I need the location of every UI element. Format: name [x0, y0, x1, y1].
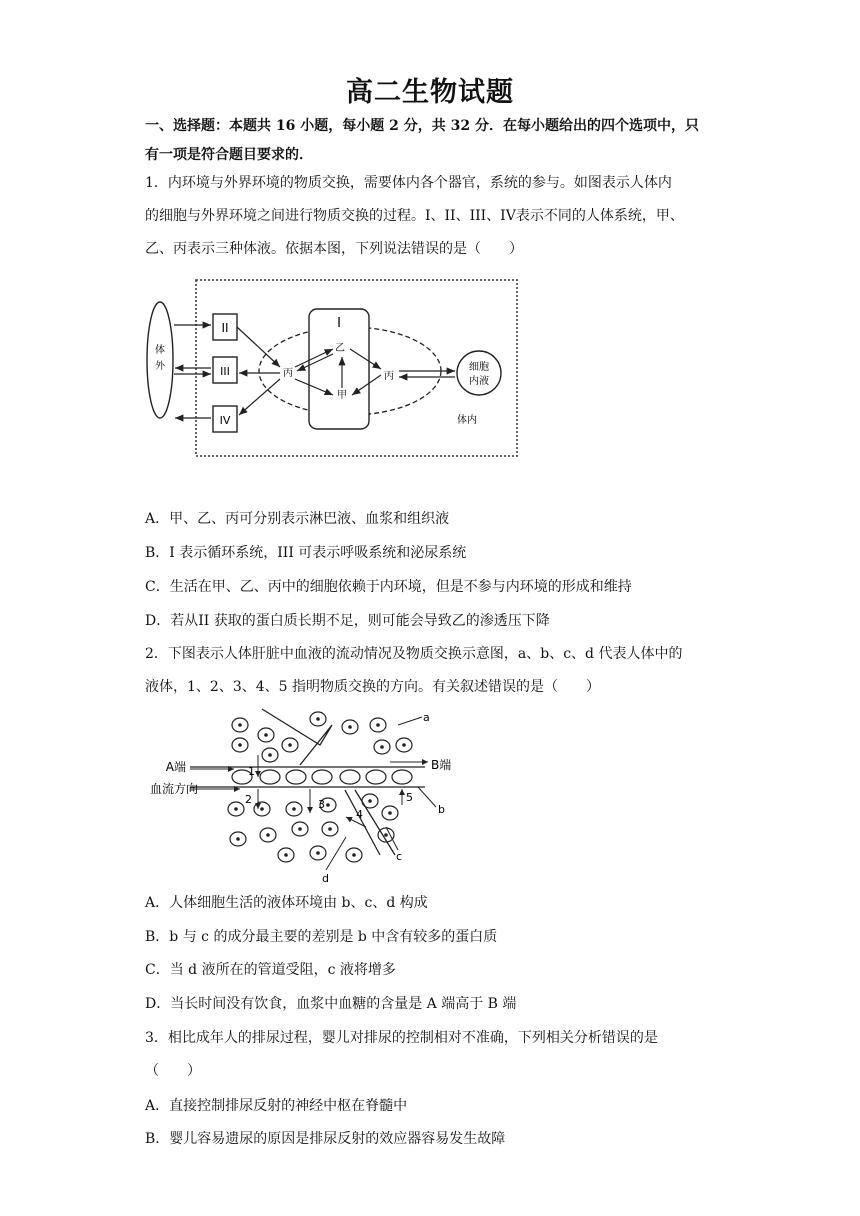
q2-liver-blood-diagram	[150, 705, 460, 890]
a-end-label: A端	[165, 760, 186, 774]
q1-option-d: D．若从II 获取的蛋白质长期不足，则可能会导致乙的渗透压下降	[145, 613, 550, 629]
tissue-cell	[342, 720, 358, 734]
tissue-cell	[374, 740, 390, 754]
tissue-cell	[260, 828, 276, 842]
q3-stem-line1: 3．相比成年人的排尿过程，婴儿对排尿的控制相对不准确，下列相关分析错误的是	[145, 1030, 658, 1046]
tissue-cell	[232, 718, 248, 732]
tissue-cell	[382, 806, 398, 820]
red-blood-cell	[392, 770, 412, 784]
section-heading-line1: 一、选择题：本题共 16 小题，每小题 2 分，共 32 分．在每小题给出的四个选项中，只	[145, 118, 699, 134]
label-d: d	[322, 872, 329, 885]
tissue-cell	[230, 832, 246, 846]
q3-option-a: A．直接控制排尿反射的神经中枢在脊髓中	[145, 1098, 408, 1114]
fluid-label-right: 丙	[384, 371, 394, 382]
tissue-cell	[362, 794, 378, 808]
q2-option-b: B．b 与 c 的成分最主要的差别是 b 中含有较多的蛋白质	[145, 929, 498, 945]
q2-option-a: A．人体细胞生活的液体环境由 b、c、d 构成	[145, 895, 428, 911]
q3-stem-line2: （ ）	[145, 1063, 201, 1079]
q1-option-c: C．生活在甲、乙、丙中的细胞依赖于内环境，但是不参与内环境的形成和维持	[145, 579, 632, 595]
tissue-cell	[310, 846, 326, 860]
outside-label-2: 外	[155, 361, 165, 372]
b-end-label: B端	[431, 758, 452, 772]
q1-stem-line2: 的细胞与外界环境之间进行物质交换的过程。I、II、III、IV表示不同的人体系统，甲、	[145, 208, 684, 224]
tissue-cell	[278, 848, 294, 862]
direction-2: 2	[245, 793, 252, 806]
fluid-label-yi: 乙	[335, 343, 345, 354]
system-label-II: II	[221, 321, 229, 335]
tissue-cell	[292, 822, 308, 836]
direction-5: 5	[406, 791, 413, 804]
q2-option-c: C．当 d 液所在的管道受阻，c 液将增多	[145, 962, 396, 978]
system-label-IV: IV	[219, 414, 231, 427]
q3-option-b: B．婴儿容易遗尿的原因是排尿反射的效应器容易发生故障	[145, 1131, 506, 1147]
q1-stem-line1: 1．内环境与外界环境的物质交换，需要体内各个器官，系统的参与。如图表示人体内	[145, 175, 672, 191]
label-b: b	[438, 803, 445, 816]
red-blood-cell	[366, 770, 386, 784]
tissue-cell	[232, 738, 248, 752]
tissue-cell	[262, 748, 278, 762]
outside-environment	[147, 302, 173, 418]
inside-body-label: 体内	[457, 415, 477, 426]
blood-flow-label: 血流方向	[150, 782, 199, 796]
tissue-cell	[254, 802, 270, 816]
tissue-cell	[310, 712, 326, 726]
red-blood-cell	[286, 770, 306, 784]
q2-stem-line2: 液体，1、2、3、4、5 指明物质交换的方向。有关叙述错误的是（ ）	[145, 679, 600, 695]
direction-3: 3	[318, 798, 325, 811]
cell-fluid-label-1: 细胞	[469, 362, 489, 373]
system-label-I: I	[337, 316, 341, 331]
direction-1: 1	[248, 765, 255, 778]
tissue-cell	[322, 822, 338, 836]
q2-option-d: D．当长时间没有饮食，血浆中血糖的含量是 A 端高于 B 端	[145, 996, 517, 1012]
intracellular-fluid	[457, 351, 501, 395]
cell-fluid-label-2: 内液	[469, 376, 489, 387]
label-c: c	[396, 850, 403, 863]
section-heading-line2: 有一项是符合题目要求的．	[145, 147, 313, 163]
red-blood-cell	[260, 770, 280, 784]
tissue-cell	[396, 738, 412, 752]
q1-stem-line3: 乙、丙表示三种体液。依据本图，下列说法错误的是（ ）	[145, 241, 523, 257]
lymph-vessel	[262, 709, 332, 765]
tissue-cell	[346, 848, 362, 862]
label-a: a	[423, 711, 430, 724]
q2-stem-line1: 2．下图表示人体肝脏中血液的流动情况及物质交换示意图，a、b、c、d 代表人体中的	[145, 646, 683, 662]
tissue-cell	[228, 802, 244, 816]
q1-exchange-diagram	[145, 275, 525, 460]
fluid-label-jia: 甲	[337, 390, 347, 401]
system-label-III: III	[220, 365, 230, 378]
red-blood-cell	[312, 770, 332, 784]
outside-label-1: 体	[155, 345, 165, 356]
tissue-cell	[258, 728, 274, 742]
q1-option-b: B．I 表示循环系统，III 可表示呼吸系统和泌尿系统	[145, 545, 467, 561]
fluid-label-left: 丙	[283, 368, 293, 379]
page-title: 高二生物试题	[346, 77, 514, 108]
tissue-cell	[282, 738, 298, 752]
tissue-cell	[286, 802, 302, 816]
q1-option-a: A．甲、乙、丙可分别表示淋巴液、血浆和组织液	[145, 511, 450, 527]
direction-4: 4	[356, 808, 363, 821]
red-blood-cell	[340, 770, 360, 784]
tissue-cell	[370, 718, 386, 732]
